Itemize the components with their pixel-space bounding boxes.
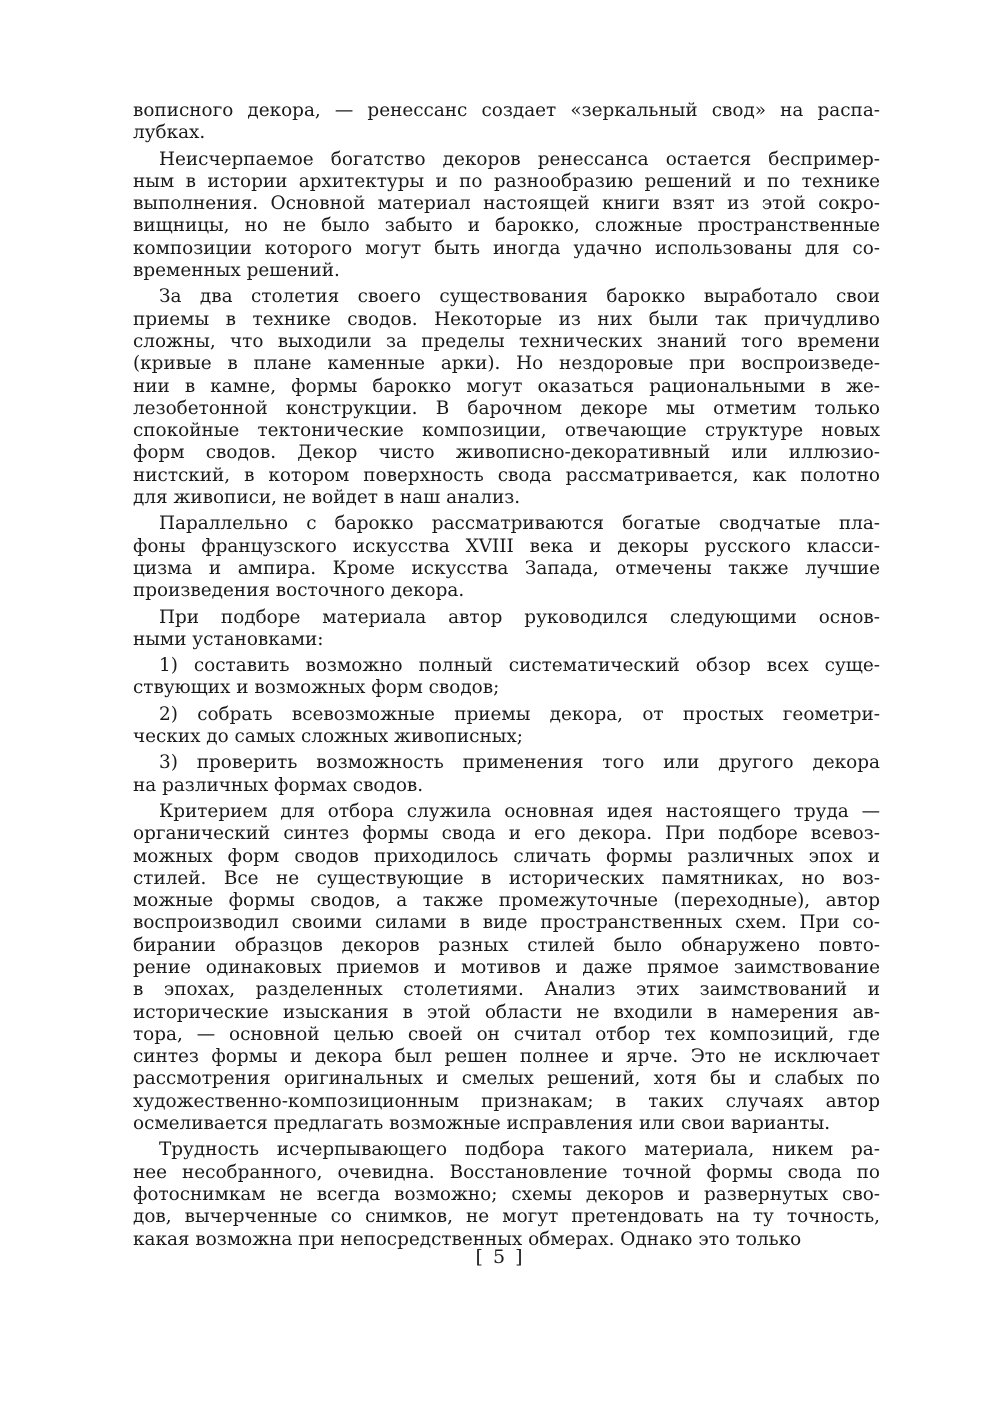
- text-line: лезобетонной конструкции. В барочном декоре мы отметим только: [133, 397, 880, 419]
- page-number: [ 5 ]: [475, 1246, 525, 1268]
- text-line: композиции которого могут быть иногда удачно использованы для со-: [133, 237, 880, 259]
- text-line: вописного декора, — ренессанс создает «зеркальный свод» на распа-: [133, 100, 880, 121]
- text-line: Критерием для отбора служила основная идея настоящего труда —: [159, 800, 880, 822]
- text-line: временных решений.: [133, 260, 340, 282]
- text-line: ным в истории архитектуры и по разнообразию решений и по технике: [133, 170, 880, 192]
- text-line: спокойные тектонические композиции, отвечающие структуре новых: [133, 420, 880, 442]
- text-line: на различных формах сводов.: [133, 774, 424, 796]
- text-line: органический синтез формы свода и его декора. При подборе всевоз-: [133, 823, 880, 845]
- text-line: рение одинаковых приемов и мотивов и даже прямое заимствование: [133, 956, 880, 978]
- document-body: [133, 100, 880, 1251]
- text-line: цизма и ампира. Кроме искусства Запада, отмечены также лучшие: [133, 557, 880, 579]
- text-line: дов, вычерченные со снимков, не могут претендовать на ту точность,: [133, 1206, 880, 1228]
- paragraph: [133, 704, 880, 749]
- text-line: ствующих и возможных форм сводов;: [133, 677, 500, 699]
- text-line: бирании образцов декоров разных стилей было обнаружено повто-: [133, 934, 880, 956]
- text-line: При подборе материала автор руководился следующими основ-: [159, 606, 880, 628]
- text-line: нистский, в котором поверхность свода рассматривается, как полотно: [133, 464, 880, 486]
- paragraph: [133, 100, 880, 145]
- text-line: для живописи, не войдет в наш анализ.: [133, 487, 521, 509]
- text-line: нии в камне, формы барокко могут оказаться рациональными в же-: [133, 375, 880, 397]
- text-line: какая возможна при непосредственных обмерах. Однако это только: [133, 1228, 802, 1250]
- text-line: нее несобранного, очевидна. Восстановление точной формы свода по: [133, 1161, 880, 1183]
- text-line: 2) собрать всевозможные приемы декора, от простых геометри-: [159, 703, 880, 725]
- text-line: стилей. Все не существующие в исторических памятниках, но воз-: [133, 867, 880, 889]
- text-line: исторические изыскания в этой области не входили в намерения ав-: [133, 1001, 880, 1023]
- paragraph: [133, 149, 880, 283]
- text-line: можные формы сводов, а также промежуточные (переходные), автор: [133, 890, 880, 912]
- text-line: рассмотрения оригинальных и смелых решений, хотя бы и слабых по: [133, 1068, 880, 1090]
- text-line: выполнения. Основной материал настоящей книги взят из этой сокро-: [133, 193, 880, 215]
- paragraph: [133, 513, 880, 602]
- text-line: осмеливается предлагать возможные исправления или свои варианты.: [133, 1113, 831, 1135]
- text-line: произведения восточного декора.: [133, 580, 465, 602]
- text-line: форм сводов. Декор чисто живописно-декоративный или иллюзио-: [133, 442, 880, 464]
- paragraph: [133, 655, 880, 700]
- text-line: фоны французского искусства XVIII века и декоры русского класси-: [133, 535, 880, 557]
- text-line: 3) проверить возможность применения того или другого декора: [159, 752, 880, 774]
- text-line: приемы в технике сводов. Некоторые из них были так причудливо: [133, 308, 880, 330]
- text-line: в эпохах, разделенных столетиями. Анализ этих заимствований и: [133, 979, 880, 1001]
- text-line: Параллельно с барокко рассматриваются богатые сводчатые пла-: [159, 513, 880, 535]
- text-line: можных форм сводов приходилось сличать формы различных эпох и: [133, 845, 880, 867]
- text-line: лубках.: [133, 122, 206, 144]
- text-line: художественно-композиционным признакам; в таких случаях автор: [133, 1090, 880, 1112]
- text-line: воспроизводил своими силами в виде пространственных схем. При со-: [133, 912, 880, 934]
- text-line: За два столетия своего существования барокко выработало свои: [159, 286, 880, 308]
- text-line: тора, — основной целью своей он считал отбор тех композиций, где: [133, 1023, 880, 1045]
- text-line: синтез формы и декора был решен полнее и ярче. Это не исключает: [133, 1046, 880, 1068]
- paragraph: [133, 801, 880, 1135]
- text-line: ными установками:: [133, 628, 324, 650]
- text-line: вищницы, но не было забыто и барокко, сложные пространственные: [133, 215, 880, 237]
- paragraph: [133, 607, 880, 652]
- paragraph: [133, 286, 880, 509]
- text-line: сложны, что выходили за пределы технических знаний того времени: [133, 330, 880, 352]
- text-line: 1) составить возможно полный систематический обзор всех суще-: [159, 655, 880, 677]
- paragraph: [133, 752, 880, 797]
- text-line: Трудность исчерпывающего подбора такого материала, никем ра-: [159, 1139, 880, 1161]
- text-line: (кривые в плане каменные арки). Но нездоровые при воспроизведе-: [133, 353, 880, 375]
- text-line: Неисчерпаемое богатство декоров ренессанса остается беспример-: [159, 148, 880, 170]
- paragraph: [133, 1139, 880, 1250]
- text-line: фотоснимкам не всегда возможно; схемы декоров и развернутых сво-: [133, 1183, 880, 1205]
- text-line: ческих до самых сложных живописных;: [133, 726, 523, 748]
